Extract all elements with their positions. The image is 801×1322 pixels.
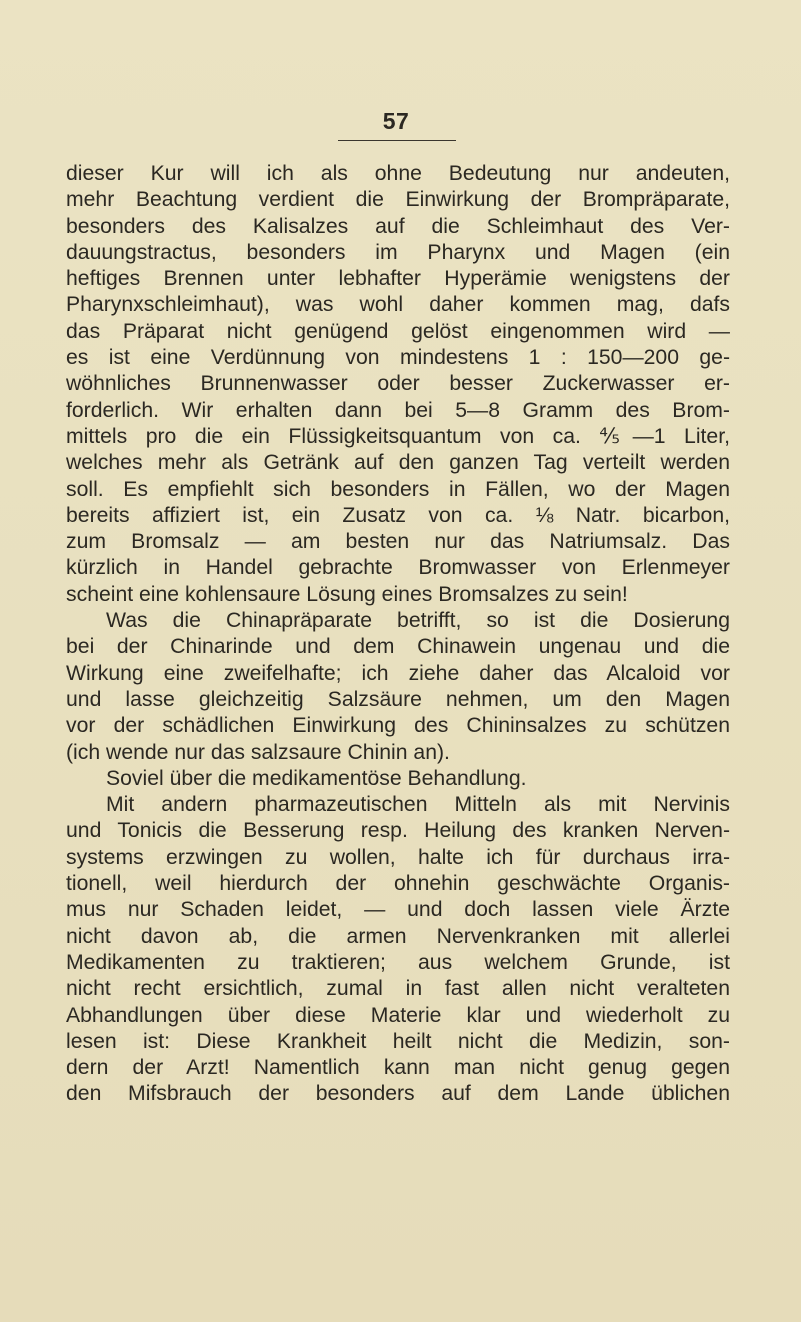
text-line: mus nur Schaden leidet, — und doch lassen viele Ärzte [66, 898, 730, 922]
text-line: Medikamenten zu traktieren; aus welchem Grunde, ist [66, 950, 730, 974]
text-line: Pharynxschleimhaut), was wohl daher kommen mag, dafs [66, 293, 730, 317]
text-line: dieser Kur will ich als ohne Bedeutung nur andeuten, [66, 162, 730, 185]
text-line: zum Bromsalz — am besten nur das Natriumsalz. Das [66, 530, 730, 554]
text-line: bereits affiziert ist, ein Zusatz von ca. ⅛ Natr. bicarbon, [66, 503, 730, 527]
text-line: das Präparat nicht genügend gelöst eingenommen wird — [66, 319, 730, 343]
text-line: den Mifsbrauch der besonders auf dem Lande üblichen [66, 1082, 730, 1106]
text-line: mehr Beachtung verdient die Einwirkung der Brompräparate, [66, 188, 730, 212]
text-line: soll. Es empfiehlt sich besonders in Fällen, wo der Magen [66, 477, 730, 501]
text-line: Wirkung eine zweifelhafte; ich ziehe daher das Alcaloid vor [66, 661, 730, 685]
text-line: systems erzwingen zu wollen, halte ich für durchaus irra- [66, 845, 730, 869]
body-text [66, 161, 730, 1108]
text-line: kürzlich in Handel gebrachte Bromwasser von Erlenmeyer [66, 556, 730, 580]
text-line: mittels pro die ein Flüssigkeitsquantum von ca. ⅘—1 Liter, [66, 424, 730, 448]
page-number: 57 [382, 108, 410, 134]
text-line: lesen ist: Diese Krankheit heilt nicht die Medizin, son- [66, 1029, 730, 1053]
text-line: nicht davon ab, die armen Nervenkranken mit allerlei [66, 924, 730, 948]
text-line: forderlich. Wir erhalten dann bei 5—8 Gramm des Brom- [66, 398, 730, 422]
text-line: Soviel über die medikamentöse Behandlung. [106, 766, 527, 790]
text-line: vor der schädlichen Einwirkung des Chininsalzes zu schützen [66, 714, 730, 738]
text-line: und Tonicis die Besserung resp. Heilung des kranken Nerven- [66, 819, 730, 843]
text-line: Was die Chinapräparate betrifft, so ist die Dosierung [106, 609, 730, 633]
text-line: es ist eine Verdünnung von mindestens 1 : 150—200 ge- [66, 346, 730, 370]
text-line: besonders des Kalisalzes auf die Schleimhaut des Ver- [66, 214, 730, 238]
text-line: scheint eine kohlensaure Lösung eines Bromsalzes zu sein! [66, 582, 628, 606]
text-line: Mit andern pharmazeutischen Mitteln als mit Nervinis [106, 793, 730, 817]
text-line: Abhandlungen über diese Materie klar und wiederholt zu [66, 1003, 730, 1027]
text-line: bei der Chinarinde und dem Chinawein ungenau und die [66, 635, 730, 659]
text-line: tionell, weil hierdurch der ohnehin geschwächte Organis- [66, 872, 730, 896]
header-rule [338, 140, 456, 141]
text-line: welches mehr als Getränk auf den ganzen Tag verteilt werden [66, 451, 730, 475]
text-line: dauungstractus, besonders im Pharynx und Magen (ein [66, 240, 730, 264]
text-line: nicht recht ersichtlich, zumal in fast allen nicht veralteten [66, 977, 730, 1001]
text-line: dern der Arzt! Namentlich kann man nicht genug gegen [66, 1056, 730, 1080]
text-line: und lasse gleichzeitig Salzsäure nehmen, um den Magen [66, 687, 730, 711]
text-line: heftiges Brennen unter lebhafter Hyperämie wenigstens der [66, 267, 730, 291]
text-line: (ich wende nur das salzsaure Chinin an). [66, 740, 450, 764]
text-line: wöhnliches Brunnenwasser oder besser Zuckerwasser er- [66, 372, 730, 396]
